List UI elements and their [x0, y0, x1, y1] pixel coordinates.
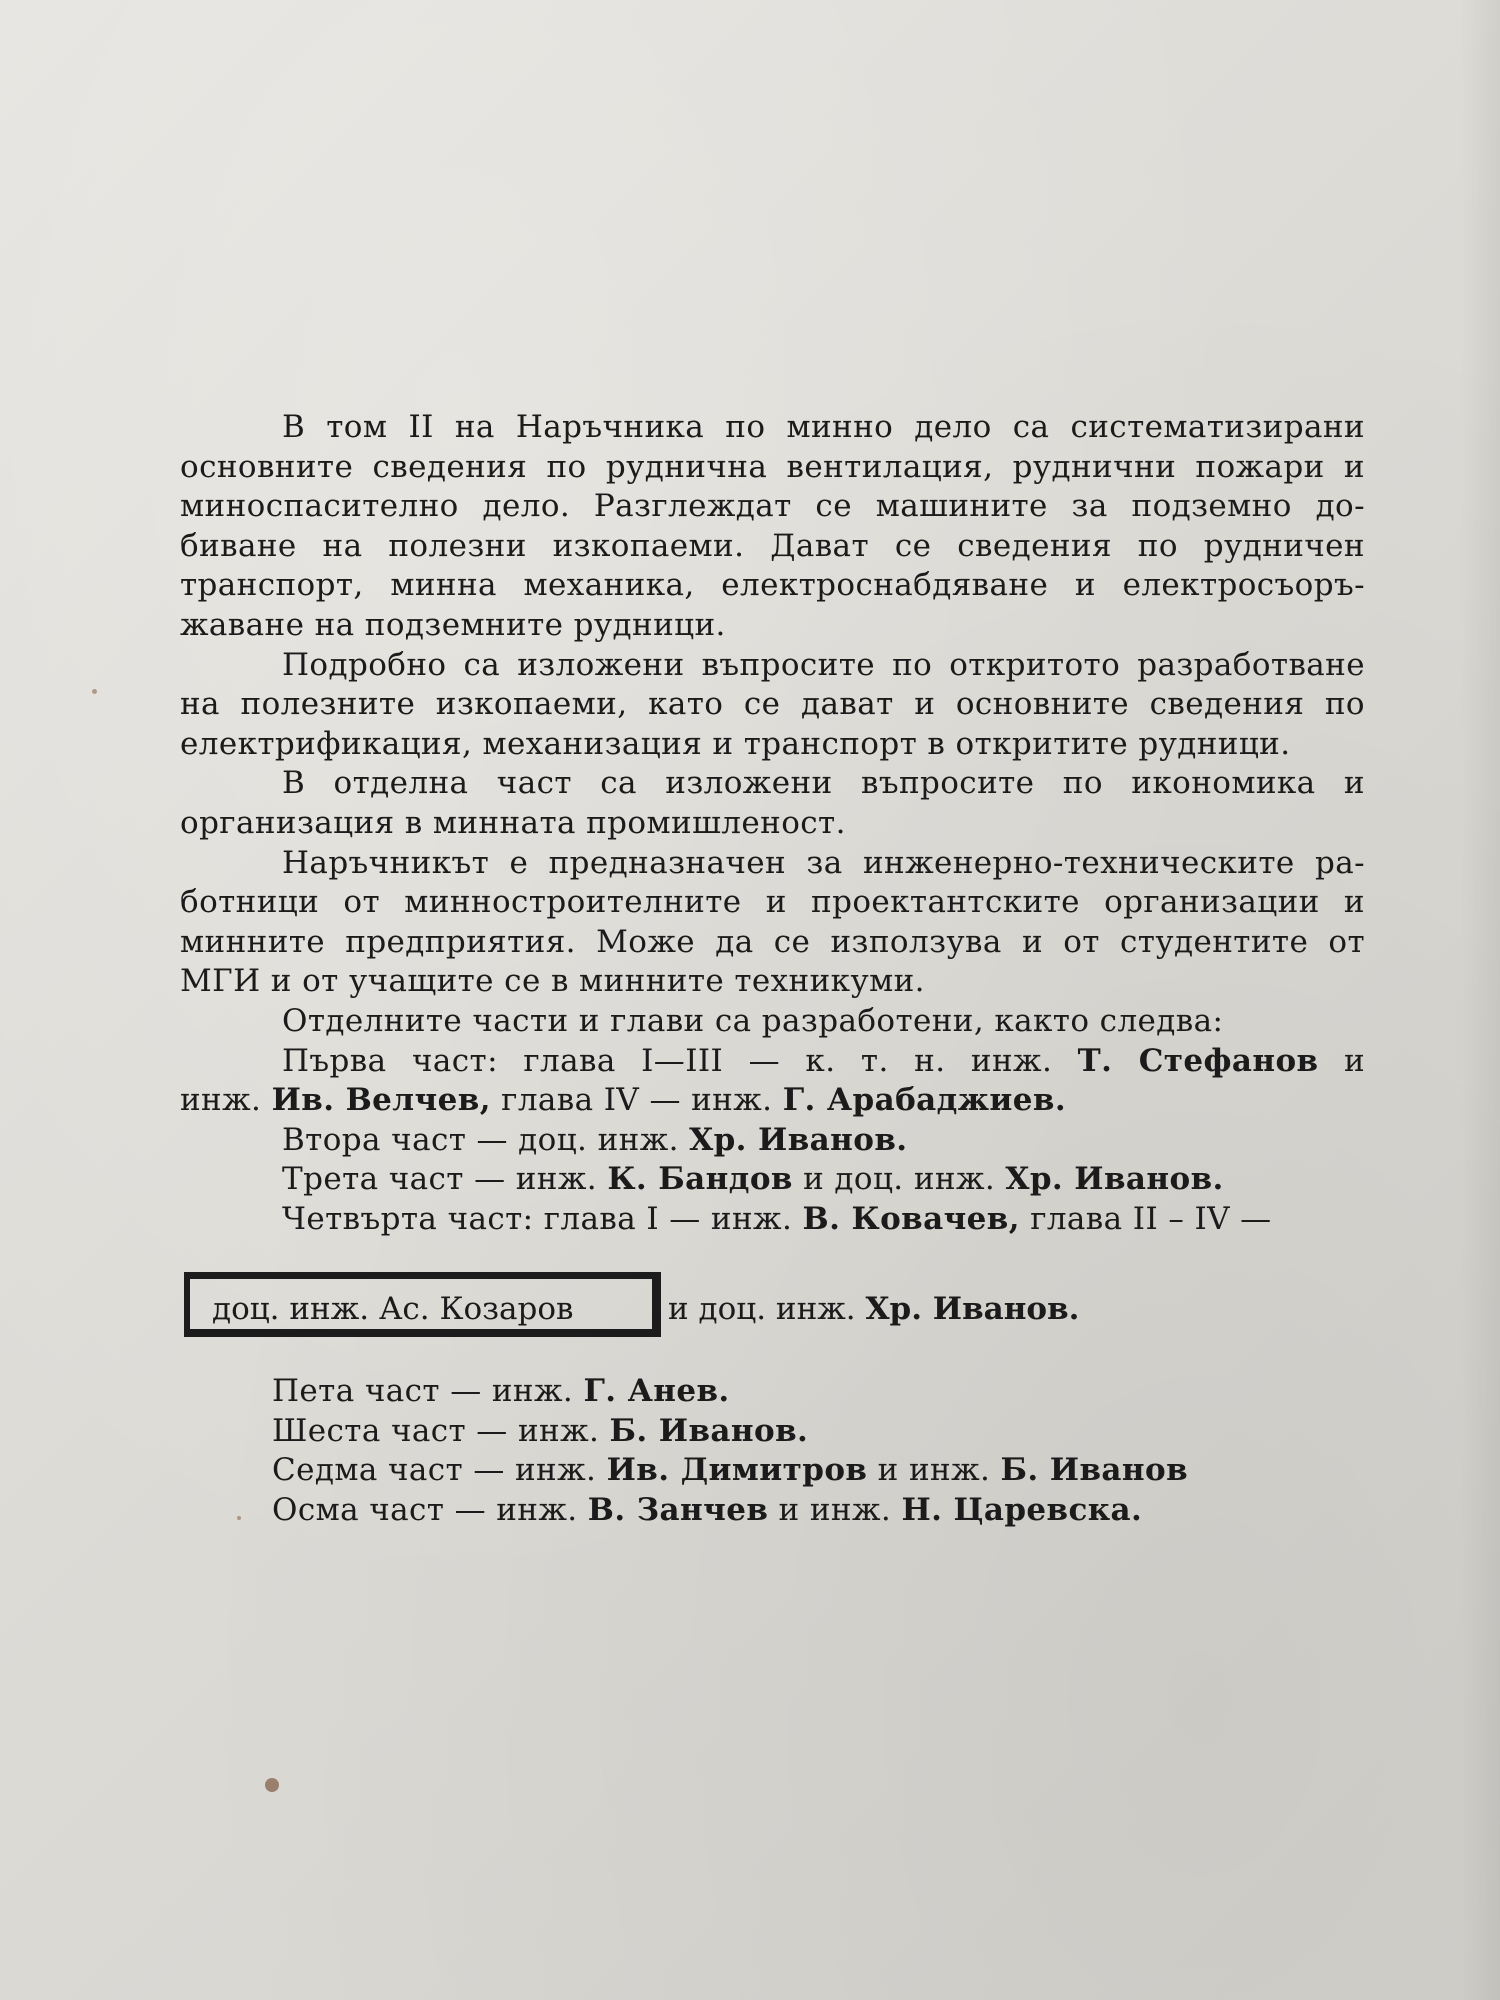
credit-text: глава IV — инж. [501, 1082, 773, 1119]
credit-text: и инж. [877, 1452, 991, 1489]
text-line: Отделните части и глави са разработени, както следва: [282, 1002, 1224, 1039]
text-line: организация в минната промишленост. [180, 804, 846, 841]
text-line: В том II на Наръчника по минно дело са систематизирани [282, 409, 1365, 445]
text-line: основните сведения по рудничнa вентилация, руднични пожари и [180, 448, 1365, 485]
credit-text: Втора част — доц. инж. [282, 1121, 679, 1158]
text-line: В отделна част са изложени въпросите по икономика и [282, 765, 1365, 802]
text-line: на полезните изкопаеми, като се дават и основните сведения по [180, 686, 1365, 723]
text-line: биване на полезни изкопаеми. Дават се сведения по рудничен [180, 527, 1365, 564]
credit-line-part4 [180, 1200, 1365, 1240]
author-name: В. Занчев [587, 1491, 769, 1528]
text-line: транспорт, минна механика, електроснабдяване и електросъоръ- [180, 567, 1365, 604]
credit-line-part1-cont [180, 1081, 1365, 1121]
author-name: Хр. Иванов. [689, 1121, 908, 1158]
credit-text: и доц. инж. [803, 1161, 996, 1198]
paper-stain [265, 1778, 279, 1792]
author-name: В. Ковачев, [802, 1200, 1020, 1237]
credit-text: глава II – IV — [1030, 1200, 1272, 1237]
author-name: Т. Стефанов [1077, 1042, 1319, 1079]
author-name: Хр. Иванов. [865, 1291, 1080, 1327]
author-name: Ив. Димитров [606, 1452, 868, 1489]
author-name: Н. Царевска. [901, 1491, 1143, 1528]
author-name: Г. Арабаджиев. [782, 1082, 1067, 1119]
credit-line-part5 [272, 1372, 1272, 1412]
text-line: минните предприятия. Може да се използува и от студентите от [180, 923, 1365, 960]
text-line: МГИ и от учащите се в минните техникуми. [180, 963, 925, 1000]
credits-lower [272, 1372, 1272, 1530]
credit-text: Четвърта част: глава I — инж. [282, 1200, 793, 1237]
text-line: Подробно са изложени въпросите по откритото разработване [282, 646, 1365, 683]
author-name: Г. Анев. [583, 1373, 730, 1409]
correction-label-text: доц. инж. Ас. Козаров [212, 1291, 574, 1327]
author-name: Хр. Иванов. [1005, 1161, 1224, 1198]
credit-text-after-box [668, 1291, 1079, 1327]
text-line: Наръчникът е предназначен за инженерно-техническите ра- [282, 844, 1365, 881]
text-line: ботници от минностроителните и проектантските организации и [180, 884, 1365, 921]
credit-text: Първа част: глава I—III — к. т. н. инж. [282, 1042, 1053, 1079]
credit-line-part2 [180, 1121, 1365, 1161]
credit-line-part7 [272, 1451, 1272, 1491]
credit-line-part4-cont [180, 1270, 1365, 1340]
credit-line-part3 [180, 1160, 1365, 1200]
credit-text: инж. [180, 1082, 262, 1119]
text-line: миноспасително дело. Разглеждат се машините за подземно до- [180, 488, 1365, 525]
credit-line-part8 [272, 1491, 1272, 1531]
credit-text: и доц. инж. [668, 1291, 856, 1327]
credit-text: и инж. [778, 1491, 892, 1528]
author-name: К. Бандов [607, 1161, 793, 1198]
author-name: Б. Иванов. [609, 1412, 809, 1449]
paper-speck [237, 1516, 241, 1520]
page-edge-shadow [1460, 0, 1500, 2000]
credit-text: Осма част — инж. [272, 1491, 578, 1528]
credit-text: Трета част — инж. [282, 1161, 598, 1198]
credit-text: Седма част — инж. [272, 1452, 597, 1489]
paper-speck [92, 689, 97, 694]
preface-text [180, 408, 1365, 1239]
credit-text: и [1343, 1042, 1365, 1079]
text-line: електрификация, механизация и транспорт в откритите рудници. [180, 725, 1291, 762]
credit-text: Шеста част — инж. [272, 1412, 600, 1449]
author-name: Б. Иванов [1000, 1452, 1189, 1489]
author-name: Ив. Велчев, [271, 1082, 491, 1119]
credit-line-part6 [272, 1412, 1272, 1452]
credit-line-part1 [180, 1042, 1365, 1082]
text-line: жаване на подземните рудници. [180, 606, 726, 643]
credit-text: Пета част — инж. [272, 1373, 574, 1409]
